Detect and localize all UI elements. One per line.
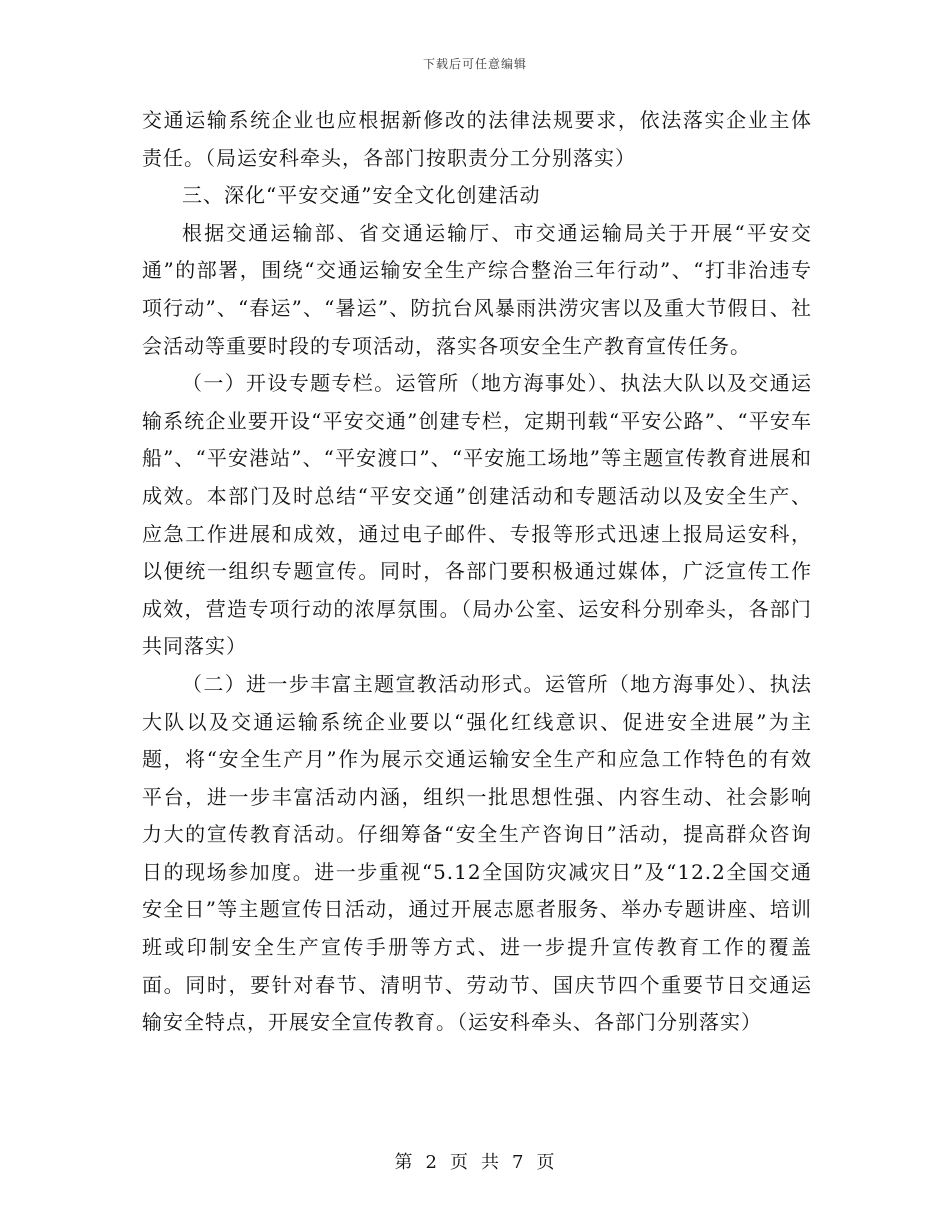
paragraph-continuation: 交通运输系统企业也应根据新修改的法律法规要求，依法落实企业主体责任。（局运安科牵头，各部门按职责分工分别落实）: [142, 108, 812, 170]
footer-label-page: 第: [394, 1152, 414, 1173]
paragraph-item-2: （二）进一步丰富主题宣教活动形式。运管所（地方海事处）、执法大队以及交通运输系统企业要以“强化红线意识、促进安全进展”为主题，将“安全生产月”作为展示交通运输安全生产和应急工作特色的有效平台，进一步丰富活动内涵，组织一批思想性强、内容生动、社会影响力大的宣传教育活动。仔细筹备“安全生产咨询日”活动，提高群众咨询日的现场参加度。进一步重视“5.12全国防灾减灾日”及“12.2全国交通安全日”等主题宣传日活动，通过开展志愿者服务、举办专题讲座、培训班或印制安全生产宣传手册等方式、进一步提升宣传教育工作的覆盖面。同时，要针对春节、清明节、劳动节、国庆节四个重要节日交通运输安全特点，开展安全宣传教育。（运安科牵头、各部门分别落实）: [142, 671, 812, 1035]
header-note: 下载后可任意编辑: [422, 57, 527, 71]
paragraph-section-intro: 根据交通运输部、省交通运输厅、市交通运输局关于开展“平安交通”的部署，围绕“交通运输安全生产综合整治三年行动”、“打非治违专项行动”、“春运”、“暑运”、防抗台风暴雨洪涝灾害以及重大节假日、社会活动等重要时段的专项活动，落实各项安全生产教育宣传任务。: [142, 220, 812, 358]
footer-label-total-unit: 页: [536, 1152, 556, 1173]
page-header: [0, 55, 950, 72]
page-footer: [0, 1148, 950, 1174]
section-heading-3: 三、深化“平安交通”安全文化创建活动: [182, 183, 541, 208]
footer-current-page: 2: [425, 1152, 438, 1173]
footer-label-page-unit: 页: [450, 1152, 469, 1173]
paragraph-item-1: （一）开设专题专栏。运管所（地方海事处）、执法大队以及交通运输系统企业要开设“平安交通”创建专栏，定期刊载“平安公路”、“平安车船”、“平安港站”、“平安渡口”、“平安施工场地”等主题宣传教育进展和成效。本部门及时总结“平安交通”创建活动和专题活动以及安全生产、应急工作进展和成效，通过电子邮件、专报等形式迅速上报局运安科，以便统一组织专题宣传。同时，各部门要积极通过媒体，广泛宣传工作成效，营造专项行动的浓厚氛围。（局办公室、运安科分别牵头，各部门共同落实）: [142, 371, 812, 659]
document-body: [142, 102, 812, 1042]
footer-label-total: 共: [481, 1152, 500, 1173]
footer-total-pages: 7: [512, 1152, 525, 1173]
